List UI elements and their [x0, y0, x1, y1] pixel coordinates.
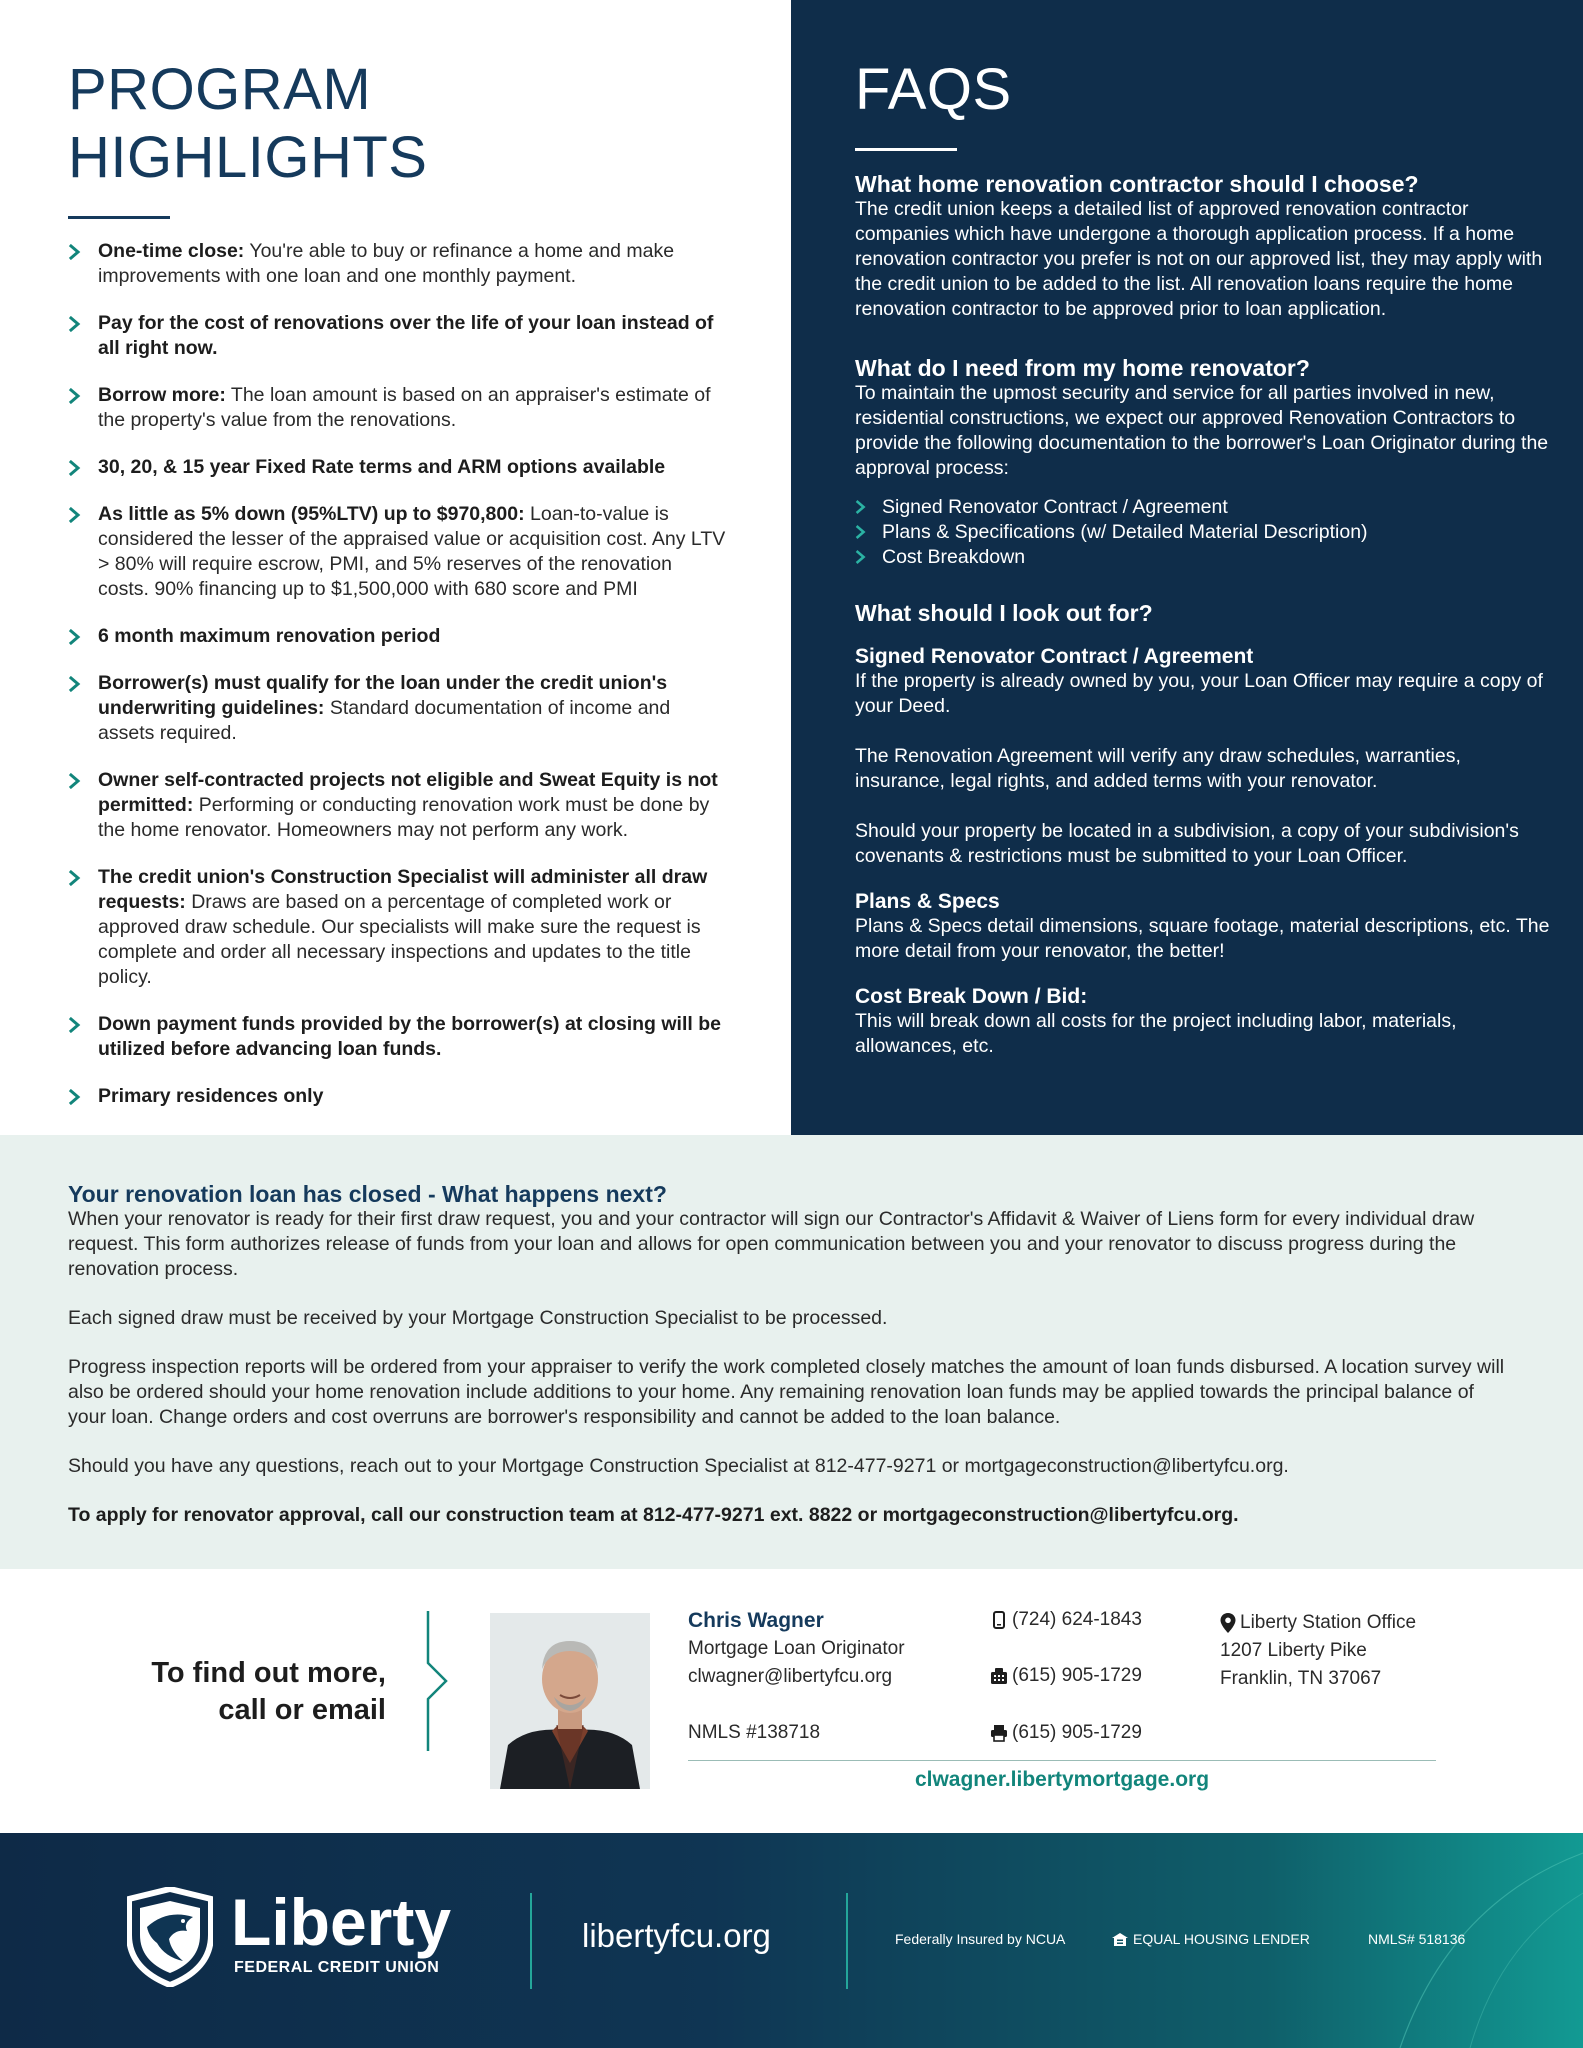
next-steps-title: Your renovation loan has closed - What happens next? — [68, 1181, 667, 1207]
mobile-phone-number: (724) 624-1843 — [1012, 1609, 1142, 1630]
brand-subtitle: FEDERAL CREDIT UNION — [234, 1959, 440, 1976]
highlight-item — [68, 865, 728, 990]
loan-officer-title: Mortgage Loan Originator — [688, 1638, 905, 1659]
highlight-item — [68, 1012, 728, 1062]
personal-website-link[interactable]: clwagner.libertymortgage.org — [914, 1768, 1210, 1791]
mobile-phone[interactable] — [990, 1609, 1142, 1631]
faq-paragraph: Plans & Specs detail dimensions, square footage, material descriptions, etc. The more detail from your renovator, the better! — [855, 915, 1550, 962]
highlight-item — [68, 383, 728, 433]
footer-divider — [846, 1893, 848, 1989]
highlight-text: Draws are based on a percentage of completed work or approved draw schedule. Our specialists will make sure the request is complete and order all necessary inspections and updates to the title policy. — [98, 891, 701, 988]
equal-housing-lender — [1112, 1931, 1310, 1947]
ncua-notice: Federally Insured by NCUA — [895, 1931, 1066, 1947]
next-steps-paragraph: When your renovator is ready for their first draw request, you and your contractor will sign our Contractor's Affidavit & Waiver of Liens form for every individual draw request. This form authorizes release of funds from your loan and allows for open communication between you and your renovator to discuss progress during the renovation process. — [68, 1208, 1475, 1280]
heading-rule — [855, 148, 957, 151]
highlight-item — [68, 671, 728, 746]
faq-paragraph: The Renovation Agreement will verify any draw schedules, warranties, insurance, legal rights, and added terms with your renovator. — [855, 745, 1461, 792]
faq-question: What do I need from my home renovator? — [855, 355, 1310, 381]
chevron-right-icon — [855, 550, 867, 564]
contact-cta — [86, 1655, 386, 1729]
chevron-right-icon — [68, 870, 82, 886]
faq-question: What should I look out for? — [855, 600, 1153, 626]
printer-icon — [990, 1724, 1008, 1742]
next-steps-paragraph: Should you have any questions, reach out to your Mortgage Construction Specialist at 812-477-9271 or mortgageconstruction@libertyfcu.org. — [68, 1455, 1289, 1477]
faq-bullet-list — [855, 495, 1550, 570]
chevron-right-icon — [68, 507, 82, 523]
highlight-bold: One-time close: — [98, 240, 245, 262]
highlight-item — [68, 768, 728, 843]
highlight-bold: Borrow more: — [98, 384, 226, 406]
next-steps-section — [0, 1135, 1583, 1569]
office-name: Liberty Station Office — [1240, 1612, 1417, 1633]
cta-line: To find out more, — [151, 1657, 386, 1689]
highlight-item — [68, 502, 728, 602]
chevron-right-icon — [68, 676, 82, 692]
chevron-right-icon — [68, 629, 82, 645]
next-steps-paragraph: Progress inspection reports will be ordered from your appraiser to verify the work completed closely matches the amount of loan funds disbursed. A location survey will also be ordered should your home renovation include additions to your home. Any remaining renovation loan funds may be applied towards the principal balance of your loan. Change orders and cost overruns are borrower's responsibility and cannot be added to the loan balance. — [68, 1356, 1505, 1428]
highlight-item — [68, 455, 728, 480]
contact-section — [0, 1569, 1583, 1833]
faq-paragraph: This will break down all costs for the project including labor, materials, allowances, etc. — [855, 1010, 1457, 1057]
faq-bullet-text: Signed Renovator Contract / Agreement — [882, 496, 1228, 518]
desk-phone-icon — [990, 1667, 1008, 1685]
chevron-right-icon — [68, 1089, 82, 1105]
highlight-bold: Primary residences only — [98, 1085, 324, 1107]
faqs-heading: FAQS — [855, 57, 1012, 122]
address-line: 1207 Liberty Pike — [1220, 1640, 1367, 1661]
highlight-bold: Down payment funds provided by the borrower(s) at closing will be utilized before advancing loan funds. — [98, 1013, 721, 1060]
divider — [688, 1760, 1436, 1761]
faq-bullet-item — [855, 495, 1550, 520]
liberty-eagle-shield-logo — [127, 1887, 213, 1987]
highlight-item — [68, 311, 728, 361]
faq-answer: The credit union keeps a detailed list of approved renovation contractor companies which have undergone a thorough application process. If a home renovation contractor you prefer is not on our approved list, they may apply with the credit union to be added to the list. All renovation loans require the home renovation contractor to be approved prior to loan application. — [855, 198, 1543, 320]
chevron-right-icon — [855, 525, 867, 539]
fax-number: (615) 905-1729 — [1012, 1722, 1142, 1743]
chevron-right-icon — [68, 316, 82, 332]
highlight-text: The loan amount is based on an appraiser's estimate of the property's value from the renovations. — [98, 384, 711, 431]
nmls-notice: NMLS# 518136 — [1368, 1931, 1466, 1947]
chevron-right-icon — [68, 244, 82, 260]
faq-bullet-text: Plans & Specifications (w/ Detailed Material Description) — [882, 521, 1368, 543]
next-steps-paragraph: Each signed draw must be received by your Mortgage Construction Specialist to be processed. — [68, 1307, 888, 1329]
nmls-number: NMLS #138718 — [688, 1722, 821, 1743]
map-pin-icon — [1220, 1613, 1236, 1633]
chevron-right-icon — [855, 500, 867, 514]
chevron-right-icon — [68, 388, 82, 404]
highlight-text: Loan-to-value is considered the lesser of the appraised value or acquisition cost. Any LTV > 80% will require escrow, PMI, and 5% reserves of the renovation costs. 90% financing up to $1,500,000 with 680 score and PMI — [98, 503, 726, 600]
office-phone[interactable] — [990, 1665, 1142, 1687]
highlight-bold: Borrower(s) must qualify for the loan under the credit union's underwriting guidelines: — [98, 672, 668, 719]
highlight-bold: Owner self-contracted projects not eligible and Sweat Equity is not permitted: — [98, 769, 718, 816]
email-link[interactable]: clwagner@libertyfcu.org — [688, 1666, 893, 1687]
highlights-heading: PROGRAM HIGHLIGHTS — [68, 57, 428, 190]
highlight-item — [68, 1084, 728, 1109]
faq-subheading: Cost Break Down / Bid: — [855, 985, 1088, 1008]
apply-instructions: To apply for renovator approval, call our construction team at 812-477-9271 ext. 8822 or mortgageconstruction@libertyfcu.org. — [68, 1504, 1239, 1526]
chevron-right-icon — [68, 460, 82, 476]
footer-website-link[interactable]: libertyfcu.org — [582, 1917, 771, 1954]
mobile-phone-icon — [990, 1611, 1008, 1629]
fax — [990, 1722, 1142, 1744]
footer — [0, 1833, 1583, 2048]
chevron-divider-icon — [426, 1611, 450, 1751]
loan-officer-name: Chris Wagner — [688, 1609, 824, 1632]
chevron-right-icon — [68, 773, 82, 789]
highlights-list — [68, 239, 728, 1109]
faq-question: What home renovation contractor should I choose? — [855, 171, 1419, 197]
avatar — [490, 1613, 650, 1789]
faq-subheading: Signed Renovator Contract / Agreement — [855, 645, 1254, 668]
highlight-bold: As little as 5% down (95%LTV) up to $970,800: — [98, 503, 525, 525]
faq-bullet-item — [855, 520, 1550, 545]
faq-paragraph: If the property is already owned by you, your Loan Officer may require a copy of your Deed. — [855, 670, 1543, 717]
cta-line: call or email — [218, 1694, 386, 1726]
footer-divider — [530, 1893, 532, 1989]
highlight-text: Standard documentation of income and assets required. — [98, 697, 671, 744]
highlight-text: Performing or conducting renovation work must be done by the home renovator. Homeowners may not perform any work. — [98, 794, 710, 841]
equal-housing-icon — [1112, 1933, 1128, 1946]
highlight-bold: The credit union's Construction Specialist will administer all draw requests: — [98, 866, 708, 913]
faq-paragraph: Should your property be located in a subdivision, a copy of your subdivision's covenants & restrictions must be submitted to your Loan Officer. — [855, 820, 1519, 867]
program-highlights — [68, 0, 728, 1131]
faqs-panel — [791, 0, 1583, 1135]
faq-bullet-item — [855, 545, 1550, 570]
highlight-bold: 6 month maximum renovation period — [98, 625, 441, 647]
highlight-item — [68, 239, 728, 289]
brand-name: Liberty — [231, 1885, 452, 1959]
highlight-bold: 30, 20, & 15 year Fixed Rate terms and ARM options available — [98, 456, 666, 478]
heading-rule — [68, 216, 170, 219]
office-address — [1220, 1609, 1416, 1693]
equal-housing-text: EQUAL HOUSING LENDER — [1133, 1931, 1310, 1947]
faq-answer: To maintain the upmost security and service for all parties involved in new, residential constructions, we expect our approved Renovation Contractors to provide the following documentation to the borrower's Loan Originator during the approval process: — [855, 382, 1549, 479]
highlight-bold: Pay for the cost of renovations over the life of your loan instead of all right now. — [98, 312, 714, 359]
address-line: Franklin, TN 37067 — [1220, 1668, 1382, 1689]
highlight-item — [68, 624, 728, 649]
faq-bullet-text: Cost Breakdown — [882, 546, 1026, 568]
office-phone-number: (615) 905-1729 — [1012, 1665, 1142, 1686]
highlight-text: You're able to buy or refinance a home and make improvements with one loan and one monthly payment. — [98, 240, 675, 287]
faq-subheading: Plans & Specs — [855, 890, 1000, 913]
chevron-right-icon — [68, 1017, 82, 1033]
